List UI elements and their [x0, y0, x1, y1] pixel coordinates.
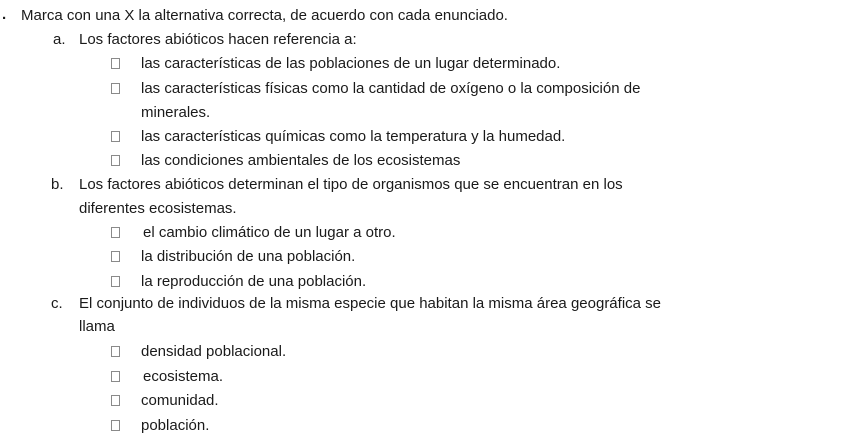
option-a-4: las condiciones ambientales de los ecosistemas	[141, 152, 461, 169]
question-a-prompt: Los factores abióticos hacen referencia a:	[79, 31, 357, 48]
question-c-prompt-line-2: llama	[79, 318, 115, 335]
option-c-3: comunidad.	[141, 392, 219, 409]
checkbox-b-1[interactable]	[111, 227, 120, 238]
option-a-2-line-2: minerales.	[141, 104, 211, 121]
checkbox-c-1[interactable]	[111, 346, 120, 357]
checkbox-b-2[interactable]	[111, 251, 120, 262]
option-c-2: ecosistema.	[143, 368, 224, 385]
question-a-letter: a.	[53, 31, 66, 48]
instruction-bullet: .	[2, 6, 7, 23]
question-c-prompt-line-1: El conjunto de individuos de la misma especie que habitan la misma área geográfica se	[79, 295, 662, 312]
checkbox-a-3[interactable]	[111, 131, 120, 142]
checkbox-c-4[interactable]	[111, 420, 120, 431]
option-b-3: la reproducción de una población.	[141, 273, 367, 290]
option-b-1: el cambio climático de un lugar a otro.	[143, 224, 396, 241]
option-b-2: la distribución de una población.	[141, 248, 356, 265]
checkbox-a-1[interactable]	[111, 58, 120, 69]
instruction-text: Marca con una X la alternativa correcta, de acuerdo con cada enunciado.	[21, 7, 508, 24]
checkbox-c-2[interactable]	[111, 371, 120, 382]
checkbox-b-3[interactable]	[111, 276, 120, 287]
question-b-prompt-line-1: Los factores abióticos determinan el tipo de organismos que se encuentran en los	[79, 176, 623, 193]
checkbox-c-3[interactable]	[111, 395, 120, 406]
question-b-letter: b.	[51, 176, 64, 193]
option-a-3: las características químicas como la temperatura y la humedad.	[141, 128, 566, 145]
option-c-1: densidad poblacional.	[141, 343, 287, 360]
option-a-1: las características de las poblaciones de un lugar determinado.	[141, 55, 561, 72]
option-c-4: población.	[141, 417, 210, 434]
question-c-letter: c.	[51, 295, 63, 312]
checkbox-a-2[interactable]	[111, 83, 120, 94]
option-a-2-line-1: las características físicas como la cantidad de oxígeno o la composición de	[141, 80, 641, 97]
question-b-prompt-line-2: diferentes ecosistemas.	[79, 200, 237, 217]
checkbox-a-4[interactable]	[111, 155, 120, 166]
